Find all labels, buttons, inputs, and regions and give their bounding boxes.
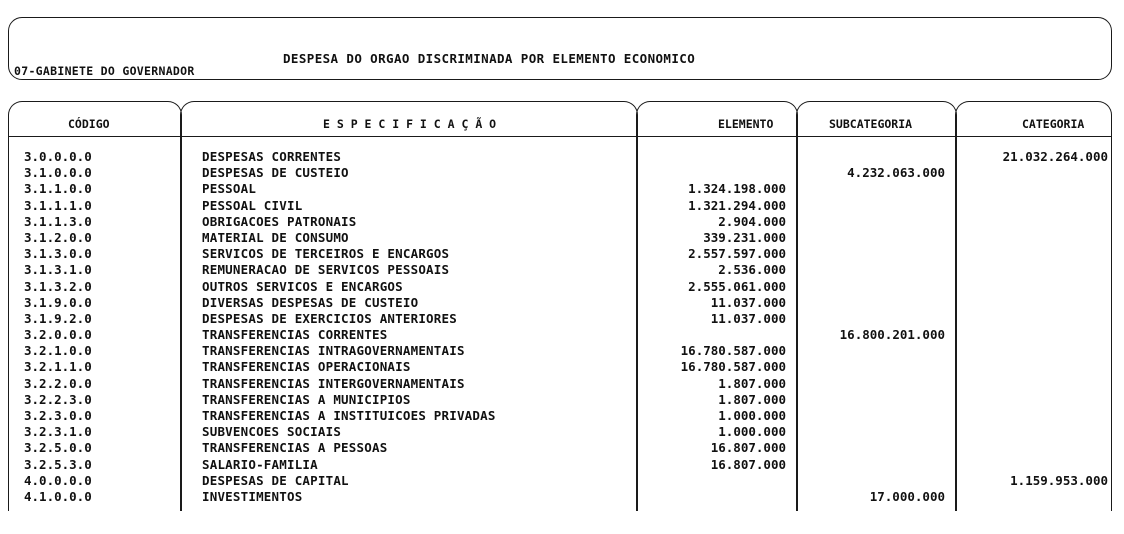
row-code: 3.1.1.1.0 [24, 197, 92, 213]
row-elemento: 1.000.000 [718, 424, 786, 440]
header-divider [8, 136, 1112, 137]
row-code: 3.2.2.0.0 [24, 375, 92, 391]
row-spec: SERVICOS DE TERCEIROS E ENCARGOS [202, 246, 450, 262]
table-row [0, 214, 1124, 230]
table-row [0, 311, 1124, 327]
column-header-codigo: CÓDIGO [68, 117, 110, 131]
row-elemento: 339.231.000 [703, 229, 786, 245]
row-elemento: 1.807.000 [718, 391, 786, 407]
row-elemento: 2.536.000 [718, 262, 786, 278]
table-row [0, 262, 1124, 278]
row-code: 3.1.3.2.0 [24, 278, 92, 294]
row-elemento: 2.555.061.000 [688, 278, 786, 294]
table-row [0, 489, 1124, 505]
row-code: 3.1.0.0.0 [24, 165, 92, 181]
table-row [0, 392, 1124, 408]
row-elemento: 11.037.000 [710, 294, 786, 310]
column-header-especificacao: E S P E C I F I C A Ç Ã O [323, 117, 497, 131]
row-spec: TRANSFERENCIAS A MUNICIPIOS [202, 391, 411, 407]
row-elemento: 1.321.294.000 [688, 197, 786, 213]
row-elemento: 16.780.587.000 [680, 343, 786, 359]
column-header-elemento: ELEMENTO [718, 117, 774, 131]
table-row [0, 440, 1124, 456]
row-spec: TRANSFERENCIAS INTERGOVERNAMENTAIS [202, 375, 465, 391]
row-spec: REMUNERACAO DE SERVICOS PESSOAIS [202, 262, 450, 278]
row-categoria: 21.032.264.000 [1002, 149, 1108, 164]
organ-name: 07-GABINETE DO GOVERNADOR [14, 64, 195, 78]
table-row [0, 359, 1124, 375]
table-row [0, 327, 1124, 343]
row-spec: PESSOAL CIVIL [202, 197, 303, 213]
row-spec: DIVERSAS DESPESAS DE CUSTEIO [202, 294, 419, 310]
document-title: DESPESA DO ORGAO DISCRIMINADA POR ELEMENTO ECONOMICO [283, 51, 696, 66]
table-row [0, 246, 1124, 262]
table-body [0, 149, 1124, 505]
row-spec: MATERIAL DE CONSUMO [202, 229, 349, 245]
row-spec: TRANSFERENCIAS A INSTITUICOES PRIVADAS [202, 408, 496, 423]
row-elemento: 2.904.000 [718, 213, 786, 229]
row-code: 3.2.1.1.0 [24, 359, 92, 375]
row-code: 3.1.9.0.0 [24, 294, 92, 310]
row-spec: TRANSFERENCIAS A PESSOAS [202, 440, 388, 456]
table-row [0, 408, 1124, 424]
row-code: 3.0.0.0.0 [24, 149, 92, 164]
row-elemento: 11.037.000 [710, 310, 786, 326]
row-spec: DESPESAS CORRENTES [202, 149, 342, 164]
row-subcategoria: 4.232.063.000 [847, 165, 945, 181]
row-spec: OBRIGACOES PATRONAIS [202, 213, 357, 229]
table-row [0, 230, 1124, 246]
row-spec: SUBVENCOES SOCIAIS [202, 424, 342, 440]
column-header-subcategoria: SUBCATEGORIA [829, 117, 913, 131]
table-row [0, 457, 1124, 473]
row-elemento: 16.780.587.000 [680, 359, 786, 375]
row-code: 3.2.0.0.0 [24, 327, 92, 343]
row-spec: TRANSFERENCIAS INTRAGOVERNAMENTAIS [202, 343, 465, 359]
table-row [0, 295, 1124, 311]
row-code: 4.1.0.0.0 [24, 488, 92, 504]
table-row [0, 424, 1124, 440]
row-elemento: 16.807.000 [710, 456, 786, 472]
row-elemento: 1.000.000 [718, 408, 786, 423]
row-code: 4.0.0.0.0 [24, 472, 92, 488]
row-spec: OUTROS SERVICOS E ENCARGOS [202, 278, 403, 294]
row-code: 3.2.5.3.0 [24, 456, 92, 472]
column-header-categoria: CATEGORIA [1022, 117, 1085, 131]
row-spec: TRANSFERENCIAS OPERACIONAIS [202, 359, 411, 375]
row-code: 3.2.5.0.0 [24, 440, 92, 456]
row-code: 3.1.1.0.0 [24, 181, 92, 197]
row-code: 3.1.2.0.0 [24, 229, 92, 245]
row-code: 3.2.3.0.0 [24, 408, 92, 423]
table-row [0, 473, 1124, 489]
table-row [0, 198, 1124, 214]
table-row [0, 343, 1124, 359]
row-elemento: 16.807.000 [710, 440, 786, 456]
row-spec: TRANSFERENCIAS CORRENTES [202, 327, 388, 343]
row-code: 3.1.1.3.0 [24, 213, 92, 229]
row-code: 3.2.3.1.0 [24, 424, 92, 440]
table-row [0, 279, 1124, 295]
row-spec: DESPESAS DE EXERCICIOS ANTERIORES [202, 310, 457, 326]
row-code: 3.1.3.0.0 [24, 246, 92, 262]
row-spec: DESPESAS DE CAPITAL [202, 472, 349, 488]
row-categoria: 1.159.953.000 [1010, 472, 1108, 488]
row-code: 3.1.3.1.0 [24, 262, 92, 278]
row-spec: SALARIO-FAMILIA [202, 456, 318, 472]
table-row [0, 376, 1124, 392]
table-row [0, 165, 1124, 181]
row-elemento: 1.807.000 [718, 375, 786, 391]
row-spec: INVESTIMENTOS [202, 488, 303, 504]
row-subcategoria: 16.800.201.000 [839, 327, 945, 343]
row-code: 3.2.1.0.0 [24, 343, 92, 359]
row-elemento: 1.324.198.000 [688, 181, 786, 197]
row-spec: PESSOAL [202, 181, 257, 197]
table-row [0, 181, 1124, 197]
row-subcategoria: 17.000.000 [869, 488, 945, 504]
row-code: 3.2.2.3.0 [24, 391, 92, 407]
row-elemento: 2.557.597.000 [688, 246, 786, 262]
row-code: 3.1.9.2.0 [24, 310, 92, 326]
row-spec: DESPESAS DE CUSTEIO [202, 165, 349, 181]
table-row [0, 149, 1124, 165]
